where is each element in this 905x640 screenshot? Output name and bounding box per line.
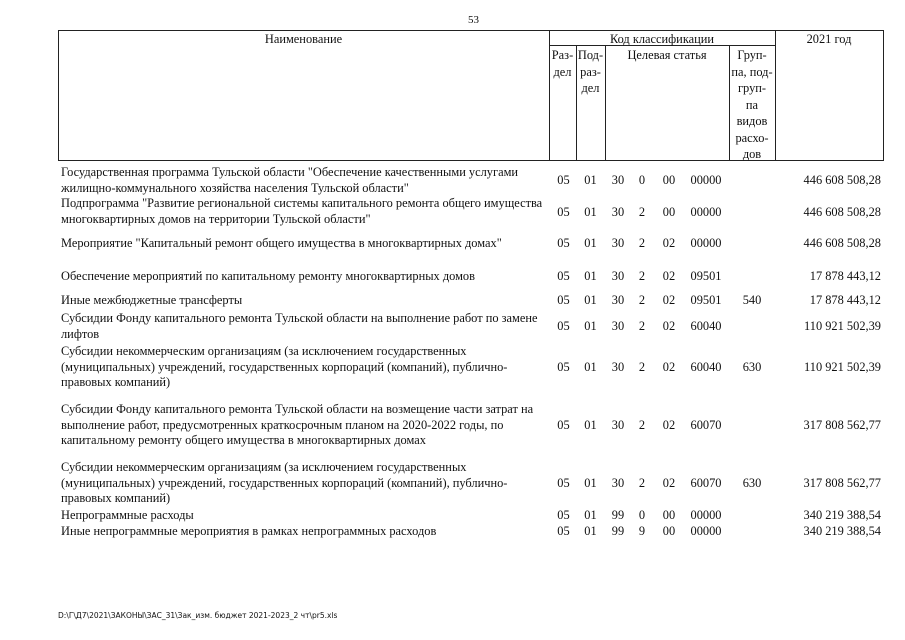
cell-amount: 446 608 508,28: [803, 173, 881, 187]
header-podrazdel-line: раз-: [580, 64, 601, 79]
cell-cs3: 02: [662, 319, 676, 333]
row-name: Иные межбюджетные трансферты: [61, 293, 243, 307]
cell-cs4: 00000: [690, 524, 722, 538]
cell-cs2: 2: [638, 205, 646, 219]
row-name: Обеспечение мероприятий по капитальному ремонту многоквартирных домов: [61, 269, 475, 283]
cell-cs1: 30: [611, 476, 625, 490]
cell-rz: 05: [557, 360, 570, 374]
cell-vr: 540: [742, 293, 762, 307]
cell-rz: 05: [557, 418, 570, 432]
table-header: [58, 30, 884, 161]
row-name: Субсидии некоммерческим организациям (за исключением государственных (муниципальных) учреждений, государственных корпораций (компаний), публично-правовых компаний): [61, 344, 508, 389]
footer-file-path: D:\Г\Д7\2021\ЗАКОНЫ\ЗАС_31\Зак_изм. бюджет 2021-2023_2 чт\pr5.xls: [58, 611, 338, 620]
cell-cs4: 60070: [690, 418, 722, 432]
cell-amount: 317 808 562,77: [803, 418, 881, 432]
header-group-line: Груп-: [737, 48, 767, 62]
header-group: [729, 47, 775, 163]
cell-pr: 01: [584, 360, 597, 374]
cell-cs2: 2: [638, 319, 646, 333]
cell-vr: 630: [742, 476, 762, 490]
cell-cs1: 30: [611, 418, 625, 432]
cell-pr: 01: [584, 293, 597, 307]
cell-amount: 317 808 562,77: [803, 476, 881, 490]
cell-cs4: 60040: [690, 360, 722, 374]
cell-cs2: 2: [638, 293, 646, 307]
cell-rz: 05: [557, 269, 570, 283]
cell-amount: 17 878 443,12: [809, 269, 881, 283]
cell-amount: 446 608 508,28: [803, 205, 881, 219]
row-name: Иные непрограммные мероприятия в рамках непрограммных расходов: [61, 524, 437, 538]
cell-rz: 05: [557, 508, 570, 522]
cell-cs3: 02: [662, 269, 676, 283]
cell-cs1: 30: [611, 269, 625, 283]
row-name: Субсидии Фонду капитального ремонта Тульской области на возмещение части затрат на выполнение работ, предусмотренных краткосрочным планом на 2020-2022 годы, по капитальному ремонту общего имущества в многоквартирных домах: [61, 402, 534, 447]
header-year: 2021 год: [806, 32, 852, 46]
row-name: Субсидии Фонду капитального ремонта Тульской области на выполнение работ по замене лифтов: [61, 311, 538, 341]
cell-pr: 01: [584, 508, 597, 522]
header-group-line: дов: [742, 147, 762, 161]
cell-rz: 05: [557, 293, 570, 307]
cell-amount: 110 921 502,39: [804, 319, 881, 333]
cell-pr: 01: [584, 418, 597, 432]
cell-cs2: 0: [638, 173, 646, 187]
cell-cs2: 2: [638, 236, 646, 250]
cell-cs3: 02: [662, 236, 676, 250]
row-name: Субсидии некоммерческим организациям (за исключением государственных (муниципальных) учреждений, государственных корпораций (компаний), публично-правовых компаний): [61, 460, 508, 505]
cell-cs3: 02: [662, 476, 676, 490]
cell-cs3: 00: [662, 205, 676, 219]
cell-cs1: 30: [611, 173, 625, 187]
cell-vr: 630: [742, 360, 762, 374]
header-podrazdel-line: Под-: [577, 48, 604, 62]
header-classification: Код классификации: [609, 32, 715, 46]
cell-cs1: 30: [611, 293, 625, 307]
cell-cs1: 30: [611, 360, 625, 374]
cell-cs2: 9: [638, 524, 646, 538]
header-left-border: [58, 30, 59, 161]
cell-cs4: 09501: [690, 293, 722, 307]
cell-amount: 17 878 443,12: [809, 293, 881, 307]
header-group-line: груп-: [737, 81, 767, 95]
cell-pr: 01: [584, 269, 597, 283]
cell-pr: 01: [584, 173, 597, 187]
header-target-article: Целевая статья: [627, 48, 707, 62]
row-name: Подпрограмма "Развитие региональной системы капитального ремонта общего имущества многоквартирных домов на территории Тульской области": [61, 196, 543, 226]
cell-cs4: 00000: [690, 236, 722, 250]
cell-rz: 05: [557, 524, 570, 538]
header-group-line: расхо-: [735, 130, 769, 145]
header-group-line: видов: [736, 114, 768, 128]
cell-cs3: 02: [662, 293, 676, 307]
cell-pr: 01: [584, 476, 597, 490]
header-group-line: па: [745, 97, 759, 112]
cell-cs4: 00000: [690, 508, 722, 522]
header-razdel: [549, 47, 576, 80]
cell-cs1: 30: [611, 236, 625, 250]
cell-cs2: 2: [638, 476, 646, 490]
header-razdel-line: дел: [553, 64, 572, 79]
row-name: Мероприятие "Капитальный ремонт общего имущества в многоквартирных домах": [61, 236, 502, 250]
cell-pr: 01: [584, 236, 597, 250]
cell-amount: 340 219 388,54: [803, 524, 881, 538]
header-group-line: па, под-: [731, 64, 773, 79]
cell-cs2: 2: [638, 360, 646, 374]
cell-cs3: 00: [662, 173, 676, 187]
cell-cs1: 99: [611, 508, 625, 522]
cell-cs4: 60070: [690, 476, 722, 490]
header-podrazdel: [576, 47, 605, 97]
cell-rz: 05: [557, 319, 570, 333]
cell-cs4: 00000: [690, 173, 722, 187]
row-name: Государственная программа Тульской области "Обеспечение качественными услугами жилищно-коммунального хозяйства населения Тульской области": [61, 165, 519, 195]
cell-cs3: 02: [662, 418, 676, 432]
cell-cs2: 0: [638, 508, 646, 522]
divider-code-year: [775, 30, 776, 161]
cell-rz: 05: [557, 205, 570, 219]
header-name: Наименование: [264, 32, 343, 46]
cell-cs3: 00: [662, 508, 676, 522]
cell-cs1: 30: [611, 205, 625, 219]
cell-cs3: 00: [662, 524, 676, 538]
cell-cs4: 09501: [690, 269, 722, 283]
cell-pr: 01: [584, 205, 597, 219]
header-right-border: [883, 30, 884, 161]
cell-cs2: 2: [638, 269, 646, 283]
cell-cs1: 30: [611, 319, 625, 333]
cell-pr: 01: [584, 319, 597, 333]
cell-amount: 110 921 502,39: [804, 360, 881, 374]
cell-cs4: 00000: [690, 205, 722, 219]
cell-rz: 05: [557, 476, 570, 490]
header-podrazdel-line: дел: [581, 81, 600, 95]
cell-amount: 340 219 388,54: [803, 508, 881, 522]
cell-cs1: 99: [611, 524, 625, 538]
cell-pr: 01: [584, 524, 597, 538]
header-razdel-line: Раз-: [551, 48, 574, 62]
cell-cs2: 2: [638, 418, 646, 432]
page-number: 53: [468, 14, 479, 26]
cell-cs3: 02: [662, 360, 676, 374]
cell-rz: 05: [557, 236, 570, 250]
row-name: Непрограммные расходы: [61, 508, 194, 522]
cell-rz: 05: [557, 173, 570, 187]
cell-cs4: 60040: [690, 319, 722, 333]
cell-amount: 446 608 508,28: [803, 236, 881, 250]
